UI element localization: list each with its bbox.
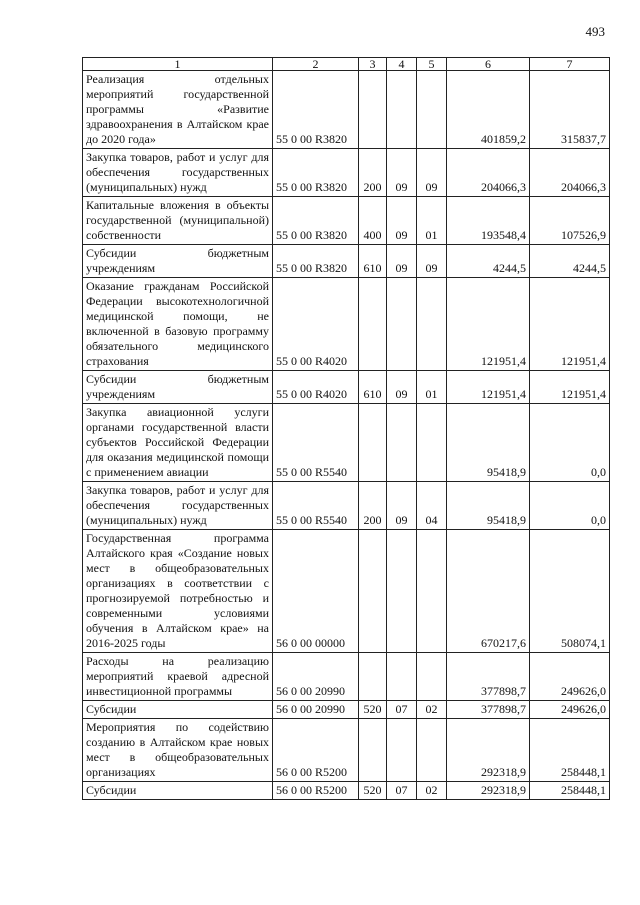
amount-col-6: 4244,5 bbox=[447, 245, 530, 278]
amount-col-7: 121951,4 bbox=[530, 278, 610, 371]
amount-col-6: 292318,9 bbox=[447, 782, 530, 800]
target-article-code: 55 0 00 R5540 bbox=[273, 482, 359, 530]
amount-col-7: 121951,4 bbox=[530, 371, 610, 404]
target-article-code: 56 0 00 20990 bbox=[273, 701, 359, 719]
column-header: 7 bbox=[530, 58, 610, 71]
expense-type-code bbox=[359, 71, 387, 149]
column-header-row bbox=[83, 58, 610, 71]
subsection-code: 09 bbox=[417, 149, 447, 197]
expense-type-code: 200 bbox=[359, 149, 387, 197]
expense-type-code bbox=[359, 278, 387, 371]
target-article-code: 55 0 00 R3820 bbox=[273, 149, 359, 197]
section-code: 09 bbox=[387, 482, 417, 530]
target-article-code: 55 0 00 R3820 bbox=[273, 197, 359, 245]
item-name: Субсидии бюджетным учреждениям bbox=[83, 245, 273, 278]
subsection-code: 02 bbox=[417, 701, 447, 719]
subsection-code bbox=[417, 404, 447, 482]
table-row bbox=[83, 149, 610, 197]
table-row bbox=[83, 653, 610, 701]
item-name: Расходы на реализацию мероприятий краевой адресной инвестиционной программы bbox=[83, 653, 273, 701]
section-code: 09 bbox=[387, 197, 417, 245]
table-row bbox=[83, 530, 610, 653]
subsection-code: 02 bbox=[417, 782, 447, 800]
budget-table bbox=[82, 57, 610, 800]
expense-type-code bbox=[359, 530, 387, 653]
target-article-code: 55 0 00 R5540 bbox=[273, 404, 359, 482]
target-article-code: 56 0 00 R5200 bbox=[273, 719, 359, 782]
table-row bbox=[83, 701, 610, 719]
amount-col-6: 292318,9 bbox=[447, 719, 530, 782]
amount-col-7: 107526,9 bbox=[530, 197, 610, 245]
column-header: 3 bbox=[359, 58, 387, 71]
expense-type-code bbox=[359, 653, 387, 701]
table-row bbox=[83, 71, 610, 149]
target-article-code: 55 0 00 R4020 bbox=[273, 278, 359, 371]
subsection-code: 01 bbox=[417, 371, 447, 404]
item-name: Закупка товаров, работ и услуг для обеспечения государственных (муниципальных) нужд bbox=[83, 482, 273, 530]
target-article-code: 56 0 00 R5200 bbox=[273, 782, 359, 800]
table-row bbox=[83, 197, 610, 245]
amount-col-6: 670217,6 bbox=[447, 530, 530, 653]
column-header: 5 bbox=[417, 58, 447, 71]
expense-type-code bbox=[359, 404, 387, 482]
expense-type-code: 400 bbox=[359, 197, 387, 245]
item-name: Капитальные вложения в объекты государственной (муниципальной) собственности bbox=[83, 197, 273, 245]
amount-col-6: 95418,9 bbox=[447, 482, 530, 530]
table-row bbox=[83, 404, 610, 482]
subsection-code: 09 bbox=[417, 245, 447, 278]
amount-col-7: 249626,0 bbox=[530, 653, 610, 701]
item-name: Субсидии бюджетным учреждениям bbox=[83, 371, 273, 404]
item-name: Реализация отдельных мероприятий государственной программы «Развитие здравоохранения в Алтайском крае до 2020 года» bbox=[83, 71, 273, 149]
subsection-code: 04 bbox=[417, 482, 447, 530]
section-code: 07 bbox=[387, 782, 417, 800]
expense-type-code: 520 bbox=[359, 701, 387, 719]
section-code bbox=[387, 719, 417, 782]
target-article-code: 55 0 00 R3820 bbox=[273, 245, 359, 278]
subsection-code bbox=[417, 719, 447, 782]
amount-col-6: 377898,7 bbox=[447, 653, 530, 701]
item-name: Оказание гражданам Российской Федерации высокотехнологичной медицинской помощи, не включенной в базовую программу обязательного медицинского страхования bbox=[83, 278, 273, 371]
subsection-code bbox=[417, 278, 447, 371]
expense-type-code: 610 bbox=[359, 371, 387, 404]
section-code bbox=[387, 653, 417, 701]
amount-col-7: 0,0 bbox=[530, 404, 610, 482]
expense-type-code: 610 bbox=[359, 245, 387, 278]
section-code bbox=[387, 278, 417, 371]
amount-col-7: 315837,7 bbox=[530, 71, 610, 149]
target-article-code: 55 0 00 R3820 bbox=[273, 71, 359, 149]
column-header: 1 bbox=[83, 58, 273, 71]
item-name: Закупка товаров, работ и услуг для обеспечения государственных (муниципальных) нужд bbox=[83, 149, 273, 197]
amount-col-7: 249626,0 bbox=[530, 701, 610, 719]
column-header: 2 bbox=[273, 58, 359, 71]
amount-col-6: 95418,9 bbox=[447, 404, 530, 482]
subsection-code bbox=[417, 530, 447, 653]
item-name: Субсидии bbox=[83, 701, 273, 719]
amount-col-7: 4244,5 bbox=[530, 245, 610, 278]
section-code: 09 bbox=[387, 371, 417, 404]
expense-type-code: 520 bbox=[359, 782, 387, 800]
amount-col-6: 193548,4 bbox=[447, 197, 530, 245]
page-number: 493 bbox=[585, 24, 605, 39]
table-row bbox=[83, 245, 610, 278]
amount-col-6: 401859,2 bbox=[447, 71, 530, 149]
target-article-code: 55 0 00 R4020 bbox=[273, 371, 359, 404]
amount-col-6: 204066,3 bbox=[447, 149, 530, 197]
amount-col-7: 258448,1 bbox=[530, 719, 610, 782]
item-name: Мероприятия по содействию созданию в Алтайском крае новых мест в общеобразовательных организациях bbox=[83, 719, 273, 782]
expense-type-code bbox=[359, 719, 387, 782]
expense-type-code: 200 bbox=[359, 482, 387, 530]
amount-col-7: 204066,3 bbox=[530, 149, 610, 197]
section-code bbox=[387, 71, 417, 149]
amount-col-6: 377898,7 bbox=[447, 701, 530, 719]
item-name: Закупка авиационной услуги органами государственной власти субъектов Российской Федерации для оказания медицинской помощи с применением авиации bbox=[83, 404, 273, 482]
subsection-code bbox=[417, 71, 447, 149]
target-article-code: 56 0 00 20990 bbox=[273, 653, 359, 701]
table-row bbox=[83, 719, 610, 782]
column-header: 4 bbox=[387, 58, 417, 71]
subsection-code bbox=[417, 653, 447, 701]
section-code: 07 bbox=[387, 701, 417, 719]
table-row bbox=[83, 278, 610, 371]
amount-col-7: 0,0 bbox=[530, 482, 610, 530]
section-code: 09 bbox=[387, 245, 417, 278]
amount-col-7: 258448,1 bbox=[530, 782, 610, 800]
table-row bbox=[83, 371, 610, 404]
item-name: Государственная программа Алтайского края «Создание новых мест в общеобразовательных организациях в соответствии с прогнозируемой потребностью и современными условиями обучения в Алтайском крае» на 2016-2025 годы bbox=[83, 530, 273, 653]
section-code bbox=[387, 404, 417, 482]
item-name: Субсидии bbox=[83, 782, 273, 800]
amount-col-7: 508074,1 bbox=[530, 530, 610, 653]
amount-col-6: 121951,4 bbox=[447, 371, 530, 404]
column-header: 6 bbox=[447, 58, 530, 71]
target-article-code: 56 0 00 00000 bbox=[273, 530, 359, 653]
table-row bbox=[83, 482, 610, 530]
table-row bbox=[83, 782, 610, 800]
section-code: 09 bbox=[387, 149, 417, 197]
amount-col-6: 121951,4 bbox=[447, 278, 530, 371]
subsection-code: 01 bbox=[417, 197, 447, 245]
section-code bbox=[387, 530, 417, 653]
